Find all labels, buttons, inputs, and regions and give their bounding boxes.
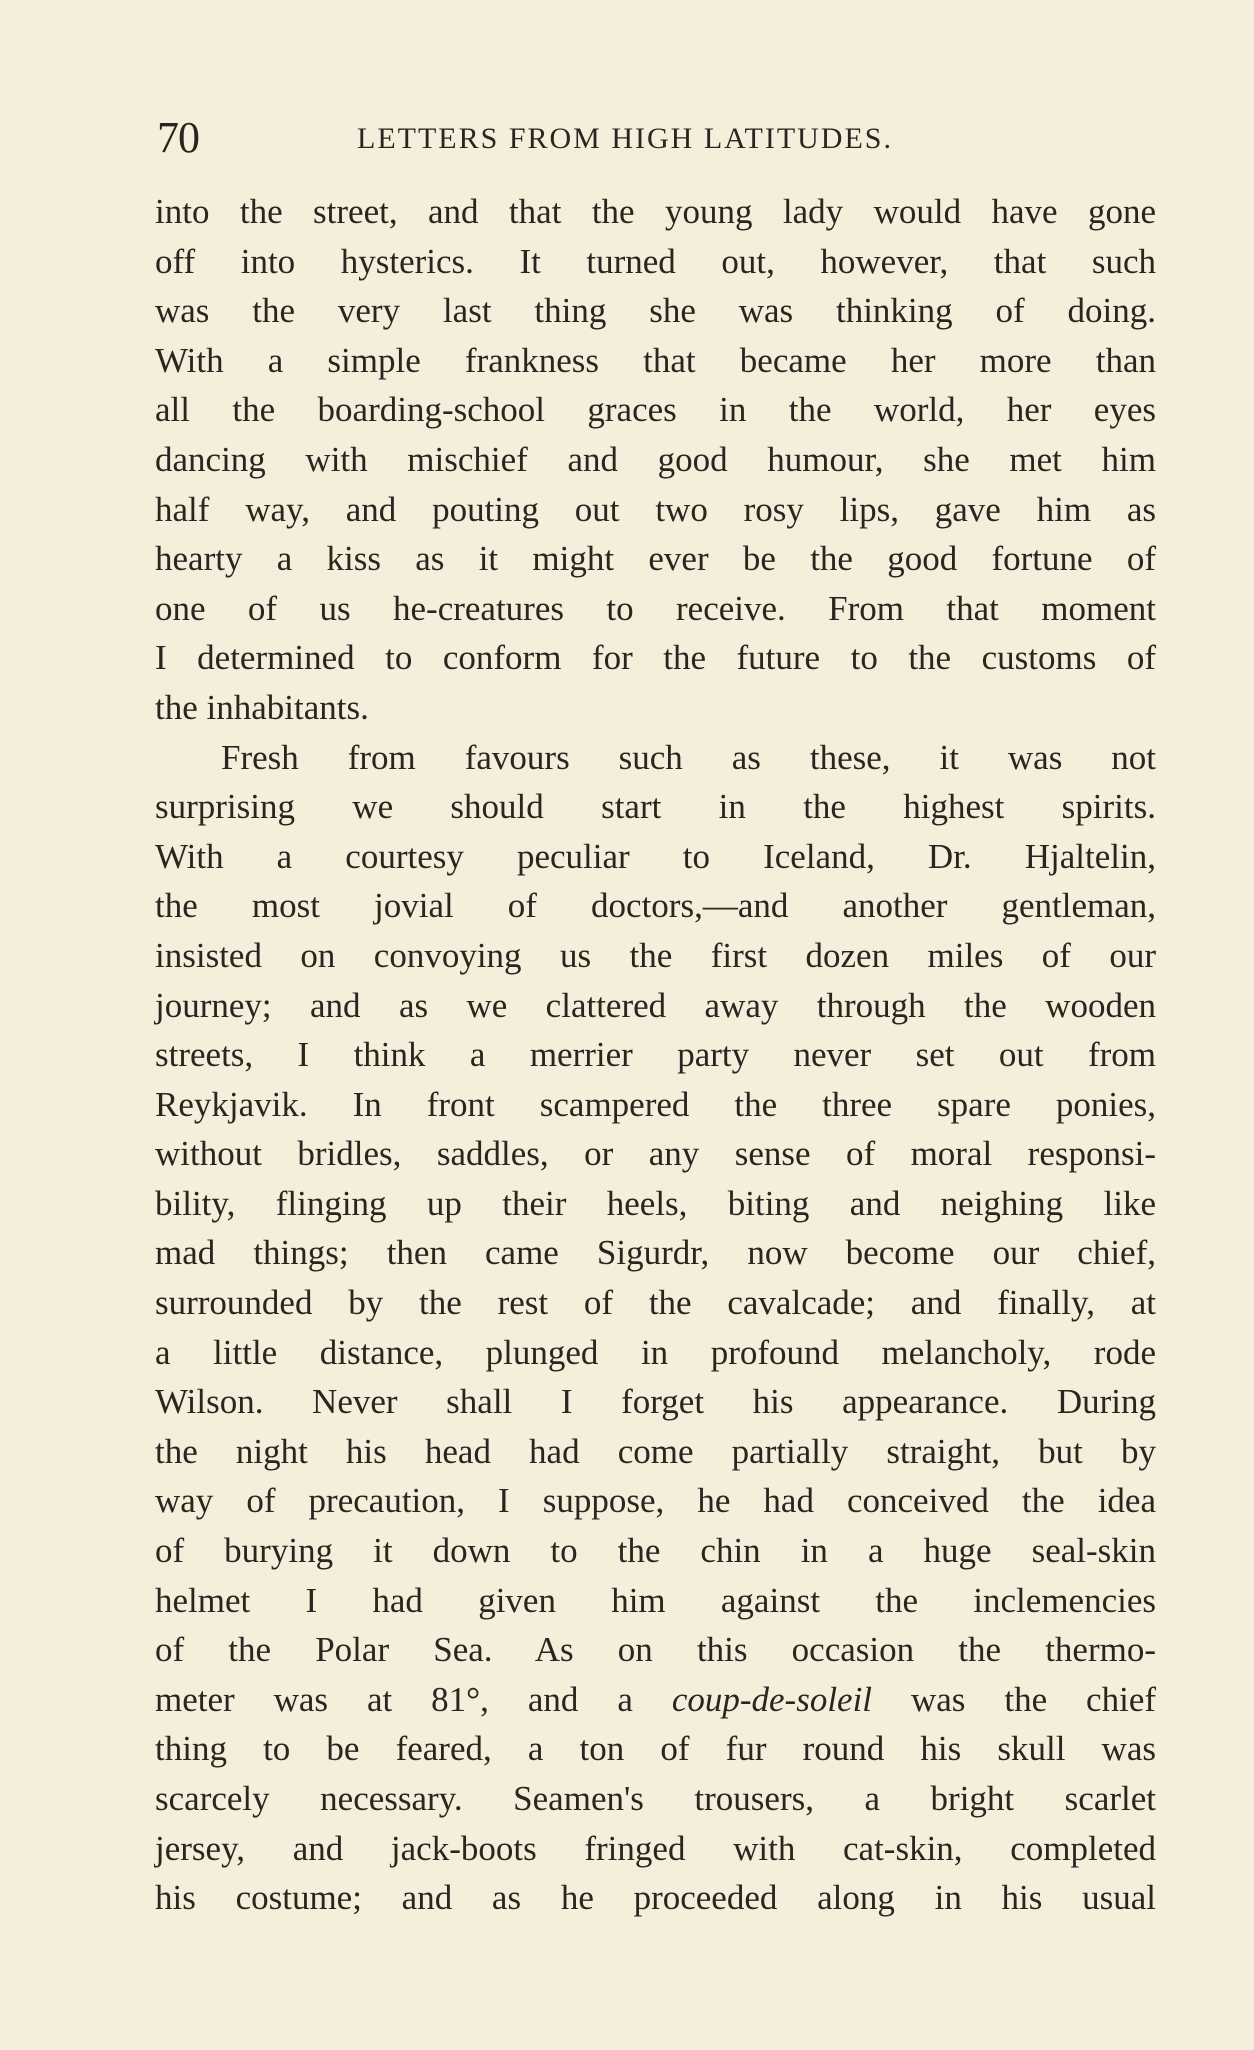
text-line: his costume; and as he proceeded along in his usual bbox=[155, 1878, 1156, 1918]
text-line: of the Polar Sea. As on this occasion the thermo- bbox=[155, 1630, 1156, 1670]
text-line: bility, flinging up their heels, biting and neighing like bbox=[155, 1183, 1156, 1223]
page-header bbox=[157, 112, 1157, 162]
text-line: surprising we should start in the highest spirits. bbox=[155, 787, 1156, 827]
text-line: mad things; then came Sigurdr, now become our chief, bbox=[155, 1233, 1156, 1273]
page-number: 70 bbox=[157, 113, 199, 162]
text-line: one of us he-creatures to receive. From that moment bbox=[155, 588, 1156, 628]
text-line: way of precaution, I suppose, he had conceived the idea bbox=[155, 1481, 1156, 1521]
text-line-with-italic bbox=[155, 1675, 1156, 1725]
text-line: all the boarding-school graces in the world, her eyes bbox=[155, 390, 1156, 430]
text-line: of burying it down to the chin in a huge seal-skin bbox=[155, 1531, 1156, 1571]
text-line: into the street, and that the young lady would have gone bbox=[155, 192, 1156, 231]
text-line: a little distance, plunged in profound melancholy, rode bbox=[155, 1332, 1156, 1372]
text-line: off into hysterics. It turned out, however, that such bbox=[155, 241, 1156, 281]
text-segment: meter was at 81°, and a bbox=[155, 1679, 672, 1719]
text-line: With a simple frankness that became her more than bbox=[155, 340, 1156, 380]
running-title: LETTERS FROM HIGH LATITUDES. bbox=[357, 122, 893, 155]
text-line: jersey, and jack-boots fringed with cat-skin, completed bbox=[155, 1828, 1156, 1868]
text-line: the most jovial of doctors,—and another gentleman, bbox=[155, 886, 1156, 926]
paragraph-start-line: Fresh from favours such as these, it was not bbox=[221, 737, 1156, 777]
text-line: dancing with mischief and good humour, she met him bbox=[155, 439, 1156, 479]
text-line: Wilson. Never shall I forget his appearance. During bbox=[155, 1382, 1156, 1422]
text-line: without bridles, saddles, or any sense of moral responsi- bbox=[155, 1134, 1156, 1174]
text-line: journey; and as we clattered away through the wooden bbox=[155, 985, 1156, 1025]
text-line: I determined to conform for the future to the customs of bbox=[155, 638, 1156, 678]
body-text bbox=[155, 187, 1156, 1923]
text-segment: was the chief bbox=[872, 1679, 1157, 1719]
paragraph-end-line: the inhabitants. bbox=[155, 687, 369, 727]
italic-phrase: coup-de-soleil bbox=[671, 1679, 873, 1719]
text-line: the night his head had come partially straight, but by bbox=[155, 1431, 1156, 1471]
text-line: helmet I had given him against the inclemencies bbox=[155, 1580, 1156, 1620]
text-line: streets, I think a merrier party never set out from bbox=[155, 1035, 1156, 1075]
text-line: hearty a kiss as it might ever be the good fortune of bbox=[155, 539, 1156, 579]
text-line: thing to be feared, a ton of fur round his skull was bbox=[155, 1729, 1156, 1769]
text-line: Reykjavik. In front scampered the three spare ponies, bbox=[155, 1084, 1156, 1124]
text-line: With a courtesy peculiar to Iceland, Dr. Hjaltelin, bbox=[155, 836, 1156, 876]
text-line: half way, and pouting out two rosy lips, gave him as bbox=[155, 489, 1156, 529]
text-line: surrounded by the rest of the cavalcade; and finally, at bbox=[155, 1283, 1156, 1323]
text-line: insisted on convoying us the first dozen miles of our bbox=[155, 935, 1156, 975]
text-line: was the very last thing she was thinking of doing. bbox=[155, 291, 1156, 331]
text-line: scarcely necessary. Seamen's trousers, a bright scarlet bbox=[155, 1779, 1156, 1818]
